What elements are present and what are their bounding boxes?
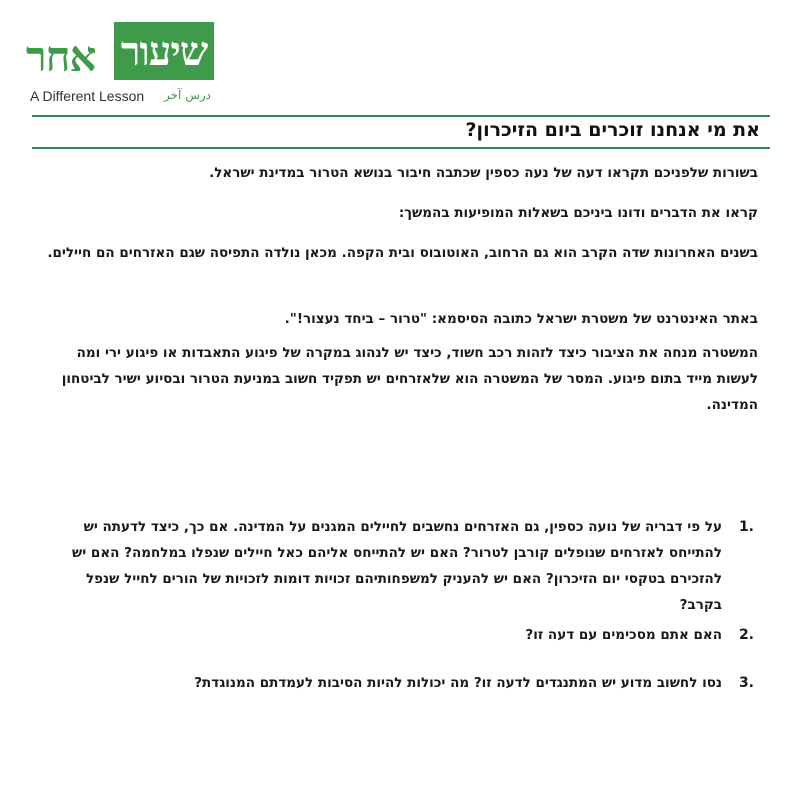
question-text: האם אתם מסכימים עם דעה זו? [525,627,722,643]
title-divider-top [32,115,770,117]
question-number: 1. [738,519,754,535]
question-text: על פי דבריה של נועה כספין, גם האזרחים נחשבים לחיילים המגנים על המדינה. אם כך, כיצד לדעתה יש להתייחס לאזרחים שנופלים קורבן לטרור? האם יש להתייחס אליהם כאל חיילים שנפלו במלחמה? האם יש להזכירם בטקסי יום הזיכרון? האם יש להעניק למשפחותיהם זכויות דומות לזכויות של הורים לחייל שנפל בקרב? [72,519,722,613]
question-item [42,514,754,618]
logo-arabic-caption: درس آخر [164,88,211,102]
question-text: נסו לחשוב מדוע יש המתנגדים לדעה זו? מה יכולות להיות הסיבות לעמדתם המנוגדת? [194,675,722,691]
page-title: את מי אנחנו זוכרים ביום הזיכרון? [465,119,760,141]
logo-english-caption: A Different Lesson [30,88,145,104]
intro-paragraph: בשורות שלפניכם תקראו דעה של נעה כספין שכתבה חיבור בנושא הטרור במדינת ישראל. [209,165,758,181]
police-paragraph: המשטרה מנחה את הציבור כיצד לזהות רכב חשוד, כיצד יש לנהוג במקרה של פיגוע התאבדות או פיגוע ירי ומה לעשות מייד בתום פיגוע. המסר של המשטרה הוא שלאזרחים יש תפקיד חשוב במניעת הטרור ובסיוע ישיר לביטחון המדינה. [61,345,758,413]
slogan-paragraph: באתר האינטרנט של משטרת ישראל כתובה הסיסמא: "טרור – ביחד נעצור!". [284,311,758,327]
question-number: 2. [738,627,754,643]
logo-word-other: אחר [26,32,96,81]
logo [26,22,226,107]
question-item [42,670,754,696]
title-divider-bottom [32,147,770,149]
instruction-paragraph: קראו את הדברים ודונו ביניכם בשאלות המופיעות בהמשך: [398,205,758,221]
opinion-paragraph: בשנים האחרונות שדה הקרב הוא גם הרחוב, האוטובוס ובית הקפה. מכאן נולדה התפיסה שגם האזרחים הם חיילים. [47,245,758,261]
question-item [42,622,754,648]
logo-word-lesson: שיעור [114,22,214,80]
question-number: 3. [738,675,754,691]
